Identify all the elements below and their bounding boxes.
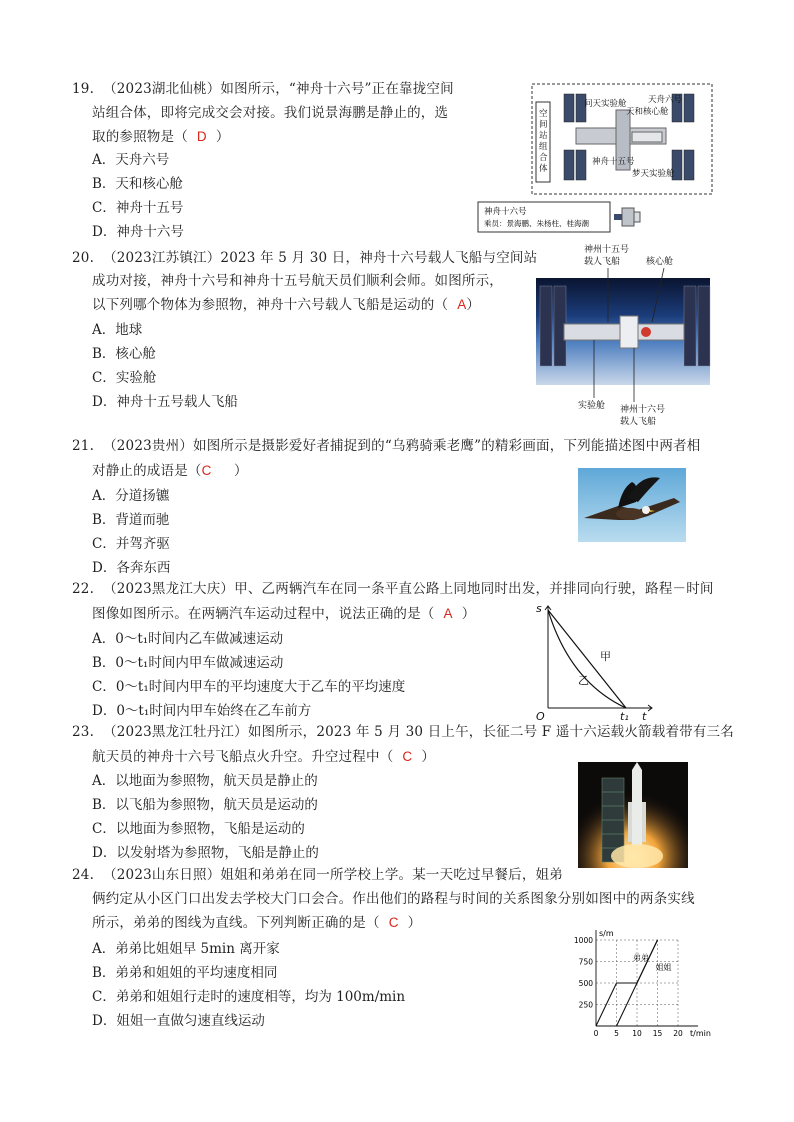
option-b[interactable]: B．天和核心舱 [92,176,183,192]
question-text: 取的参照物是（ D ） [92,129,230,145]
axis-label-s: s [536,602,542,615]
question-line [72,866,563,884]
option-d[interactable]: D．姐姐一直做匀速直线运动 [92,1013,265,1029]
question-text: 图像如图所示。在两辆汽车运动过程中，说法正确的是（ A ） [92,606,476,622]
label-shenzhou16: 神州十六号 [620,405,666,415]
question-line [72,249,537,267]
label-lab-module: 实验舱 [578,401,606,411]
x-tick-label: 10 [632,1029,642,1038]
caption-title: 神舟十六号 [484,207,527,217]
answer: C [402,749,413,764]
rocket-launch-photo [578,762,688,868]
caption-crew: 乘员：景海鹏、朱杨柱、桂海潮 [484,219,589,228]
option-b[interactable]: B．0～t₁时间内甲车做减速运动 [92,655,284,671]
x-tick-label: 20 [673,1029,683,1038]
answer: A [443,606,453,621]
y-tick-label: 250 [578,1000,593,1010]
question-line [72,723,734,741]
question-text: 以下列哪个物体为参照物，神舟十六号载人飞船是运动的（ A） [92,297,481,313]
question-text: 对静止的成语是（C ） [92,463,248,479]
option-d[interactable]: D．各奔东西 [92,560,171,576]
label-yi: 乙 [578,674,589,687]
option-d[interactable]: D．神舟十五号载人飞船 [92,394,238,410]
x-axis-label: t/min [690,1029,711,1038]
label-sister: 姐姐 [655,963,672,973]
question-text: 甲、乙两辆汽车在同一条平直公路上同地同时出发，并排同向行驶，路程－时间 [234,581,714,597]
option-c[interactable]: C．弟弟和姐姐行走时的速度相等，均为 100m/min [92,989,406,1005]
origin-label: O [536,710,545,720]
y-tick-label: 750 [578,957,593,967]
question-text: 站组合体，即将完成交会对接。我们说景海鹏是静止的，选 [92,105,449,121]
answer: A [457,297,467,312]
question-text: 成功对接，神舟十六号和神舟十五号航天员们顺利会师。如图所示， [92,273,503,289]
question-source: （2023江苏镇江） [103,250,221,266]
question-number: 19. [72,81,95,97]
question-text: 如图所示是摄影爱好者捕捉到的“乌鸦骑乘老鹰”的精彩画面，下列能描述图中两者相 [193,438,701,454]
label-shenzhou16-sub: 载人飞船 [620,417,657,427]
question-number: 23. [72,724,95,740]
question-number: 24. [72,867,95,883]
answer: C [388,915,399,930]
option-a[interactable]: A．天舟六号 [92,152,170,168]
question-number: 21. [72,438,95,454]
tick-t1: t₁ [620,710,629,720]
x-tick-label: 5 [614,1029,619,1038]
question-text: 俩约定从小区门口出发去学校大门口会合。作出他们的路程与时间的关系图象分别如图中的两条实线 [92,891,695,907]
question-number: 22. [72,581,95,597]
crow-eagle-photo [578,468,686,542]
question-source: （2023黑龙江牡丹江） [103,724,248,740]
option-c[interactable]: C．以地面为参照物，飞船是运动的 [92,821,305,837]
option-c[interactable]: C．并驾齐驱 [92,536,170,552]
x-tick-label: 15 [652,1029,663,1038]
question-line [72,580,714,598]
option-a[interactable]: A．地球 [92,322,143,338]
label-shenzhou15-sub: 载人飞船 [584,257,621,267]
space-station-diagram [476,80,716,238]
question-text: 2023 年 5 月 30 日，神舟十六号载人飞船与空间站 [220,250,538,266]
option-c[interactable]: C．神舟十五号 [92,200,184,216]
question-number: 20. [72,250,95,266]
label-mengtian: 梦天实验舱 [632,169,675,179]
question-line [72,80,454,98]
label-shenzhou15: 神舟十五号 [592,157,635,167]
st-graph [534,600,654,720]
line-jia [548,610,626,708]
option-c[interactable]: C．实验舱 [92,370,157,386]
option-d[interactable]: D．以发射塔为参照物，飞船是静止的 [92,845,319,861]
label-core-module: 核心舱 [646,257,674,267]
question-text: 如图所示，“神舟十六号”正在靠拢空间 [220,81,454,97]
station-earth-photo [534,240,712,430]
label-jia: 甲 [600,650,611,663]
label-tianzhou: 天舟六号 [648,95,683,105]
answer: C [201,463,212,478]
option-b[interactable]: B．弟弟和姐姐的平均速度相同 [92,965,278,981]
question-text: 航天员的神舟十六号飞船点火升空。升空过程中（ C ） [92,749,436,765]
label-wentian: 问天实验舱 [584,99,627,109]
label-brother: 弟弟 [632,953,649,963]
option-d[interactable]: D．神舟十六号 [92,224,184,240]
label-group-vertical: 空间站组合体 [539,109,548,174]
y-axis-label: s/m [599,929,614,938]
option-a[interactable]: A．以地面为参照物，航天员是静止的 [92,773,318,789]
label-shenzhou15: 神州十五号 [584,245,630,255]
question-source: （2023黑龙江大庆） [103,581,235,597]
y-tick-label: 1000 [573,936,593,945]
distance-time-chart [566,926,716,1038]
axis-label-t: t [642,710,647,720]
option-b[interactable]: B．核心舱 [92,346,156,362]
question-text: 如图所示，2023 年 5 月 30 日上午，长征二号 F 遥十六运载火箭载着带有三名 [247,724,734,740]
option-a[interactable]: A．弟弟比姐姐早 5min 离开家 [92,941,280,957]
option-c[interactable]: C．0～t₁时间内甲车的平均速度大于乙车的平均速度 [92,679,406,695]
question-line [72,437,700,455]
answer: D [196,129,207,144]
label-tianhe: 天和核心舱 [626,107,669,117]
question-text: 所示，弟弟的图线为直线。下列判断正确的是（ C ） [92,915,422,931]
question-source: （2023山东日照） [103,867,221,883]
option-d[interactable]: D．0～t₁时间内甲车始终在乙车前方 [92,703,312,719]
option-a[interactable]: A．0～t₁时间内乙车做减速运动 [92,631,284,647]
question-text: 姐姐和弟弟在同一所学校上学。某一天吃过早餐后，姐弟 [220,867,563,883]
x-tick-label: 0 [593,1029,599,1038]
option-b[interactable]: B．背道而驰 [92,512,170,528]
option-a[interactable]: A．分道扬镳 [92,488,170,504]
question-source: （2023贵州） [103,438,194,454]
question-source: （2023湖北仙桃） [103,81,221,97]
y-tick-label: 500 [578,979,593,988]
option-b[interactable]: B．以飞船为参照物，航天员是运动的 [92,797,318,813]
